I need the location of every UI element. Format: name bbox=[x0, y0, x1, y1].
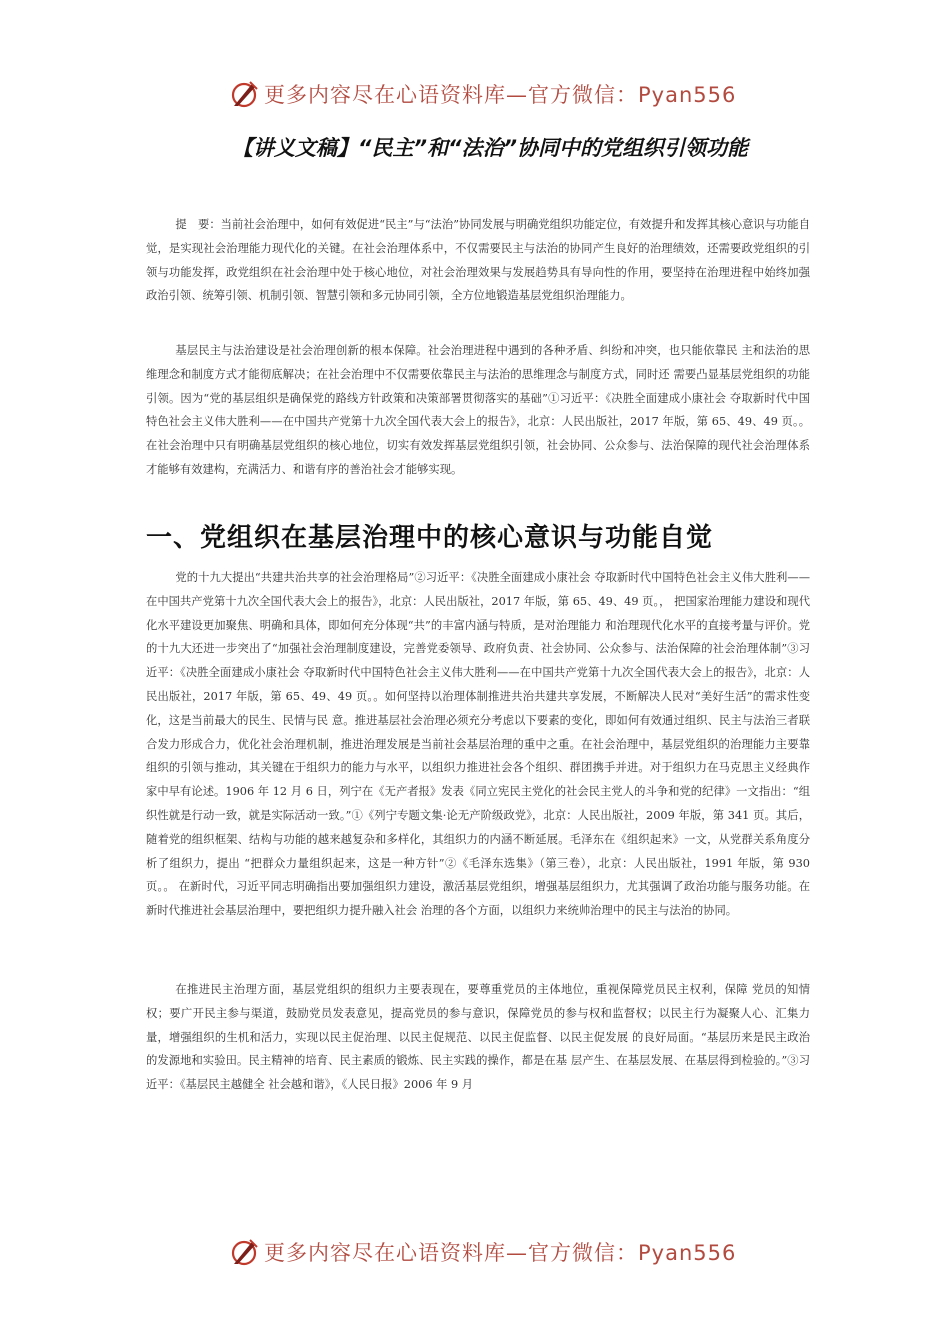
section-paragraph-1-text: 党的十九大提出“共建共治共享的社会治理格局”②习近平：《决胜全面建成小康社会 夺取新时代中国特色社会主义伟大胜利——在中国共产党第十九次全国代表大会上的报告》，北京：人民出版社，2017 年版，第 65、49、49 页。， 把国家治理能力建设和现代化水平建设更加聚焦、明确和具体，即如何充分体现“共”的丰富内涵与特质，是对治理能力 和治理现代化水平的直接考量与评价。党的十九大还进一步突出了“加强社会治理制度建设，完善党委领导、政府负责、社会协同、公众参与、法治保障的社会治理体制”③习近平：《决胜全面建成小康社会 夺取新时代中国特色社会主义伟大胜利——在中国共产党第十九次全国代表大会上的报告》，北京：人民出版社，2017 年版，第 65、49、49 页。。如何坚持以治理体制推进共治共建共享发展，不断解决人民对“美好生活”的需求性变化，这是当前最大的民生、民情与民 意。推进基层社会治理必须充分考虑以下要素的变化，即如何有效通过组织、民主与法治三者联合发力形成合力，优化社会治理机制，推进治理发展是当前社会基层治理的重中之重。在社会治理中，基层党组织的治理能力主要靠组织的引领与推动，其关键在于组织力的能力与水平，以组织力推进社会各个组织、群团携手并进。对于组织力在马克思主义经典作家中早有论述。1906 年 12 月 6 日，列宁在《无产者报》发表《同立宪民主党化的社会民主党人的斗争和党的纪律》一文指出：“组织性就是行动一致，就是实际活动一致。”①《列宁专题文集·论无产阶级政党》，北京：人民出版社，2009 年版，第 341 页。其后，随着党的组织框架、结构与功能的越来越复杂和多样化，其组织力的内涵不断延展。毛泽东在《组织起来》一文，从党群关系角度分析了组织力，提出 “把群众力量组织起来，这是一种方针”②《毛泽东选集》（第三卷），北京：人民出版社，1991 年版，第 930 页。。 在新时代，习近平同志明确指出要加强组织力建设，激活基层党组织，增强基层组织力，尤其强调了政治功能与服务功能。在新时代推进社会基层治理中，要把组织力提升融入社会 治理的各个方面，以组织力来统帅治理中的民主与法治的协同。 bbox=[146, 571, 810, 918]
watermark-banner-top bbox=[228, 74, 737, 114]
section-paragraph-2 bbox=[146, 978, 810, 1097]
abstract-text: 提 要：当前社会治理中，如何有效促进“民主”与“法治”协同发展与明确党组织功能定位，有效提升和发挥其核心意识与功能自觉，是实现社会治理能力现代化的关键。在社会治理体系中，不仅需要民主与法治的协同产生良好的治理绩效，还需要政党组织的引领与功能发挥，政党组织在社会治理中处于核心地位，对社会治理效果与发展趋势具有导向性的作用，要坚持在治理进程中始终加强政治引领、统筹引领、机制引领、智慧引领和多元协同引领，全方位地锻造基层党组织治理能力。 bbox=[146, 218, 810, 303]
watermark-banner-bottom bbox=[228, 1232, 737, 1272]
section-heading: 一、党组织在基层治理中的核心意识与功能自觉 bbox=[146, 523, 714, 553]
section-paragraph-2-text: 在推进民主治理方面，基层党组织的组织力主要表现在，要尊重党员的主体地位，重视保障党员民主权利，保障 党员的知情权；要广开民主参与渠道，鼓励党员发表意见，提高党员的参与意识，保障党员的参与权和监督权；以民主行为凝聚人心、汇集力量，增强组织的生机和活力，实现以民主促治理、以民主促规范、以民主促监督、以民主促发展 的良好局面。“基层历来是民主政治的发源地和实验田。民主精神的培育、民主素质的锻炼、民主实践的操作，都是在基 层产生、在基层发展、在基层得到检验的。”③习近平：《基层民主越健全 社会越和谐》，《人民日报》2006 年 9 月 bbox=[146, 983, 810, 1092]
watermark-text: 更多内容尽在心语资料库—官方微信：Pyan556 bbox=[264, 1241, 737, 1265]
intro-text: 基层民主与法治建设是社会治理创新的根本保障。社会治理进程中遇到的各种矛盾、纠纷和冲突，也只能依靠民 主和法治的思维理念和制度方式才能彻底解决；在社会治理中不仅需要依靠民主与法治的思维理念与制度方式，同时还 需要凸显基层党组织的功能引领。因为“党的基层组织是确保党的路线方针政策和决策部署贯彻落实的基础”①习近平：《决胜全面建成小康社会 夺取新时代中国特色社会主义伟大胜利——在中国共产党第十九次全国代表大会上的报告》，北京：人民出版社，2017 年版，第 65、49、49 页。。 在社会治理中只有明确基层党组织的核心地位，切实有效发挥基层党组织引领，社会协同、公众参与、法治保障的现代社会治理体系才能够有效建构，充满活力、和谐有序的善治社会才能够实现。 bbox=[146, 344, 810, 476]
watermark-text: 更多内容尽在心语资料库—官方微信：Pyan556 bbox=[264, 83, 737, 107]
abstract-paragraph bbox=[146, 213, 810, 308]
quill-logo-icon bbox=[228, 1236, 260, 1268]
document-title: 【讲义文稿】“民主”和“法治”协同中的党组织引领功能 bbox=[231, 136, 749, 160]
intro-paragraph bbox=[146, 339, 810, 482]
section-paragraph-1 bbox=[146, 566, 810, 923]
quill-logo-icon bbox=[228, 78, 260, 110]
